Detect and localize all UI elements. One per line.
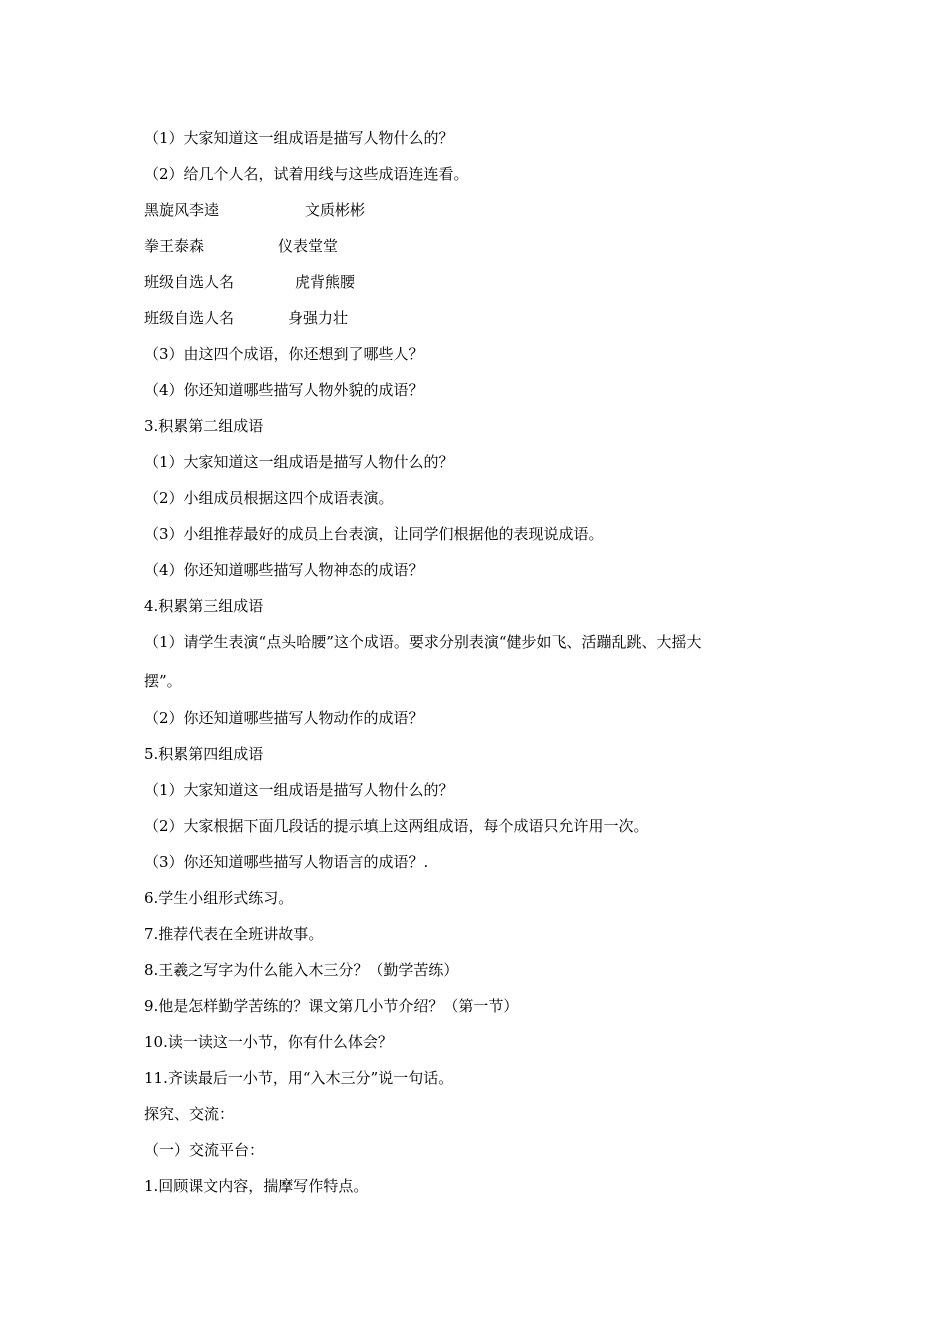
text-line: （1）请学生表演“点头哈腰”这个成语。要求分别表演“健步如飞、活蹦乱跳、大摇大 [144, 633, 702, 651]
text-line: （4）你还知道哪些描写人物外貌的成语？ [144, 381, 424, 399]
match-idiom: 文质彬彬 [305, 201, 366, 219]
text-line: （2）给几个人名，试着用线与这些成语连连看。 [144, 165, 469, 183]
text-line: （1）大家知道这一组成语是描写人物什么的？ [144, 781, 454, 799]
section-heading: 4.积累第三组成语 [144, 597, 264, 615]
text-line: 6.学生小组形式练习。 [144, 889, 294, 907]
text-line: 10.读一读这一小节，你有什么体会？ [144, 1033, 393, 1051]
text-line: （3）小组推荐最好的成员上台表演，让同学们根据他的表现说成语。 [144, 525, 604, 543]
match-name: 拳王泰森 [144, 237, 205, 255]
match-name: 班级自选人名 [144, 273, 235, 291]
text-line: 7.推荐代表在全班讲故事。 [144, 925, 324, 943]
text-line: （4）你还知道哪些描写人物神态的成语？ [144, 561, 424, 579]
text-line: （1）大家知道这一组成语是描写人物什么的？ [144, 453, 454, 471]
match-name: 班级自选人名 [144, 309, 235, 327]
match-idiom: 身强力壮 [288, 309, 349, 327]
text-line: （3）由这四个成语，你还想到了哪些人？ [144, 345, 424, 363]
text-line: 11.齐读最后一小节，用“入木三分”说一句话。 [144, 1069, 454, 1087]
text-line: （2）大家根据下面几段话的提示填上这两组成语，每个成语只允许用一次。 [144, 817, 649, 835]
text-line: （2）小组成员根据这四个成语表演。 [144, 489, 394, 507]
text-line: 8.王羲之写字为什么能入木三分？（勤学苦练） [144, 961, 459, 979]
text-line: （一）交流平台： [144, 1141, 265, 1159]
text-line: （2）你还知道哪些描写人物动作的成语？ [144, 709, 424, 727]
text-line: （1）大家知道这一组成语是描写人物什么的？ [144, 129, 454, 147]
text-line: 9.他是怎样勤学苦练的？课文第几小节介绍？（第一节） [144, 997, 519, 1015]
section-heading: 5.积累第四组成语 [144, 745, 264, 763]
text-line: 摆”。 [144, 672, 182, 690]
text-line: （3）你还知道哪些描写人物语言的成语？. [144, 853, 429, 871]
section-heading: 探究、交流： [144, 1105, 235, 1123]
text-line: 1.回顾课文内容，揣摩写作特点。 [144, 1177, 369, 1195]
match-idiom: 虎背熊腰 [295, 273, 356, 291]
match-idiom: 仪表堂堂 [278, 237, 339, 255]
match-name: 黑旋风李逵 [144, 201, 220, 219]
section-heading: 3.积累第二组成语 [144, 417, 264, 435]
